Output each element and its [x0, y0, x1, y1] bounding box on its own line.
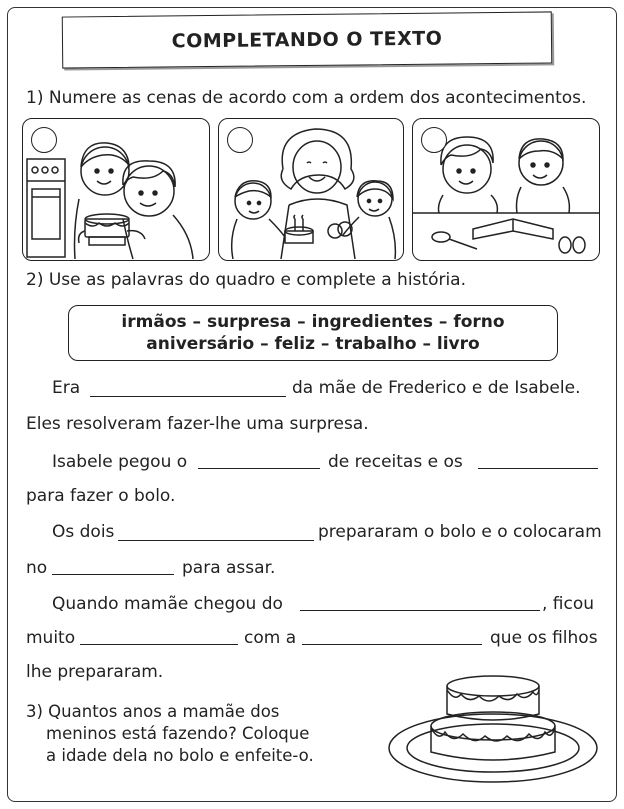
cake-drawing-area[interactable]: [385, 668, 601, 790]
title-box: [62, 11, 553, 68]
story-text: lhe prepararam.: [26, 662, 164, 682]
blank-field[interactable]: [118, 540, 314, 541]
question-1: 1) Numere as cenas de acordo com a ordem dos acontecimentos.: [26, 88, 587, 108]
story-text: Era: [52, 378, 81, 398]
scene-panel-1: [22, 118, 210, 261]
word-list-line-2: aniversário – feliz – trabalho – livro: [146, 334, 480, 354]
story-text: no: [26, 558, 48, 578]
story-text: que os filhos: [490, 628, 598, 648]
blank-field[interactable]: [198, 468, 320, 469]
scene-panel-3: [412, 118, 600, 261]
story-text: para assar.: [182, 558, 276, 578]
blank-field[interactable]: [302, 644, 482, 645]
blank-field[interactable]: [300, 610, 540, 611]
blank-field[interactable]: [90, 396, 286, 397]
blank-field[interactable]: [52, 574, 174, 575]
question-2: 2) Use as palavras do quadro e complete a história.: [26, 270, 467, 290]
story-text: Eles resolveram fazer-lhe uma surpresa.: [26, 414, 369, 434]
question-3-line-3: a idade dela no bolo e enfeite-o.: [46, 746, 314, 765]
order-circle-2[interactable]: [227, 127, 253, 153]
blank-field[interactable]: [478, 468, 598, 469]
story-text: com a: [244, 628, 297, 648]
question-3-line-1: 3) Quantos anos a mamãe dos: [26, 702, 280, 721]
story-text: de receitas e os: [328, 452, 463, 472]
story-text: Quando mamãe chegou do: [52, 594, 283, 614]
scene-panel-2: [218, 118, 404, 261]
question-3-line-2: meninos está fazendo? Coloque: [46, 724, 310, 743]
story-text: prepararam o bolo e o colocaram: [318, 522, 602, 542]
story-text: muito: [26, 628, 76, 648]
cake-on-plate-icon: [385, 668, 601, 786]
story-text: Os dois: [52, 522, 115, 542]
word-list-line-1: irmãos – surpresa – ingredientes – forno: [121, 312, 505, 332]
story-text: para fazer o bolo.: [26, 486, 176, 506]
story-text: Isabele pegou o: [52, 452, 188, 472]
order-circle-1[interactable]: [31, 127, 57, 153]
question-3: [26, 701, 314, 767]
story-text: , ficou: [542, 594, 595, 614]
story-text: da mãe de Frederico e de Isabele.: [292, 378, 581, 398]
order-circle-3[interactable]: [421, 127, 447, 153]
word-box: [68, 305, 558, 361]
blank-field[interactable]: [80, 644, 238, 645]
page-title: COMPLETANDO O TEXTO: [171, 27, 443, 53]
